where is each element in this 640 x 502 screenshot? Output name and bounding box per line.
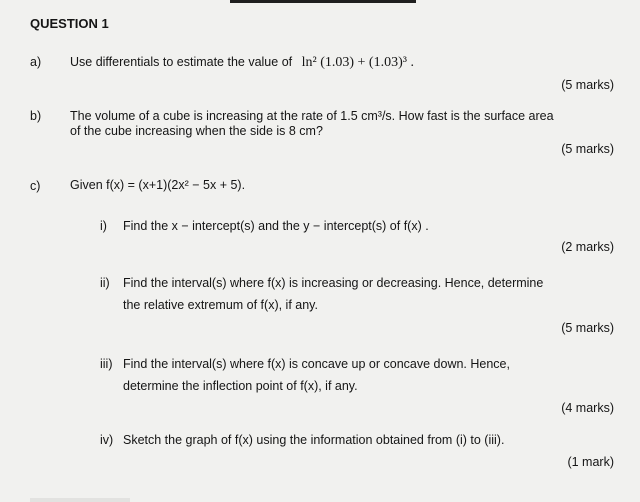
part-c-ii-marks: (5 marks) (561, 321, 614, 335)
part-a-expression: ln² (1.03) + (1.03)³ . (301, 55, 414, 70)
part-b-marks: (5 marks) (561, 142, 614, 156)
part-b-line-1: The volume of a cube is increasing at the rate of 1.5 cm³/s. How fast is the surface area (70, 109, 554, 123)
bottom-edge-smudge (30, 498, 130, 502)
question-title: QUESTION 1 (30, 16, 109, 31)
part-c-i-marks: (2 marks) (561, 240, 614, 254)
part-c-iv-label: iv) (100, 433, 114, 447)
part-a-instruction: Use differentials to estimate the value of (70, 55, 293, 69)
part-c-i-label: i) (100, 219, 107, 233)
part-c-iii-marks: (4 marks) (561, 401, 614, 415)
part-c-iv-line-1: Sketch the graph of f(x) using the information obtained from (i) to (iii). (123, 433, 505, 447)
part-c-label: c) (30, 179, 41, 193)
part-c-i-line-1: Find the x − intercept(s) and the y − intercept(s) of f(x) . (123, 219, 429, 233)
part-c-iv-marks: (1 mark) (567, 455, 614, 469)
part-b-line-2: of the cube increasing when the side is 8 cm? (70, 124, 323, 138)
part-c-text: Given f(x) = (x+1)(2x² − 5x + 5). (70, 178, 246, 192)
top-edge-bar (230, 0, 416, 3)
part-b-label: b) (30, 109, 42, 123)
part-c-ii-line-1: Find the interval(s) where f(x) is increasing or decreasing. Hence, determine (123, 276, 544, 290)
part-c-iii-line-2: determine the inflection point of f(x), if any. (123, 379, 358, 393)
part-c-ii-line-2: the relative extremum of f(x), if any. (123, 298, 318, 312)
part-a-label: a) (30, 55, 42, 69)
part-a-text (70, 55, 414, 71)
part-c-iii-label: iii) (100, 357, 113, 371)
part-a-marks: (5 marks) (561, 78, 614, 92)
part-c-ii-label: ii) (100, 276, 110, 290)
part-c-iii-line-1: Find the interval(s) where f(x) is concave up or concave down. Hence, (123, 357, 510, 371)
